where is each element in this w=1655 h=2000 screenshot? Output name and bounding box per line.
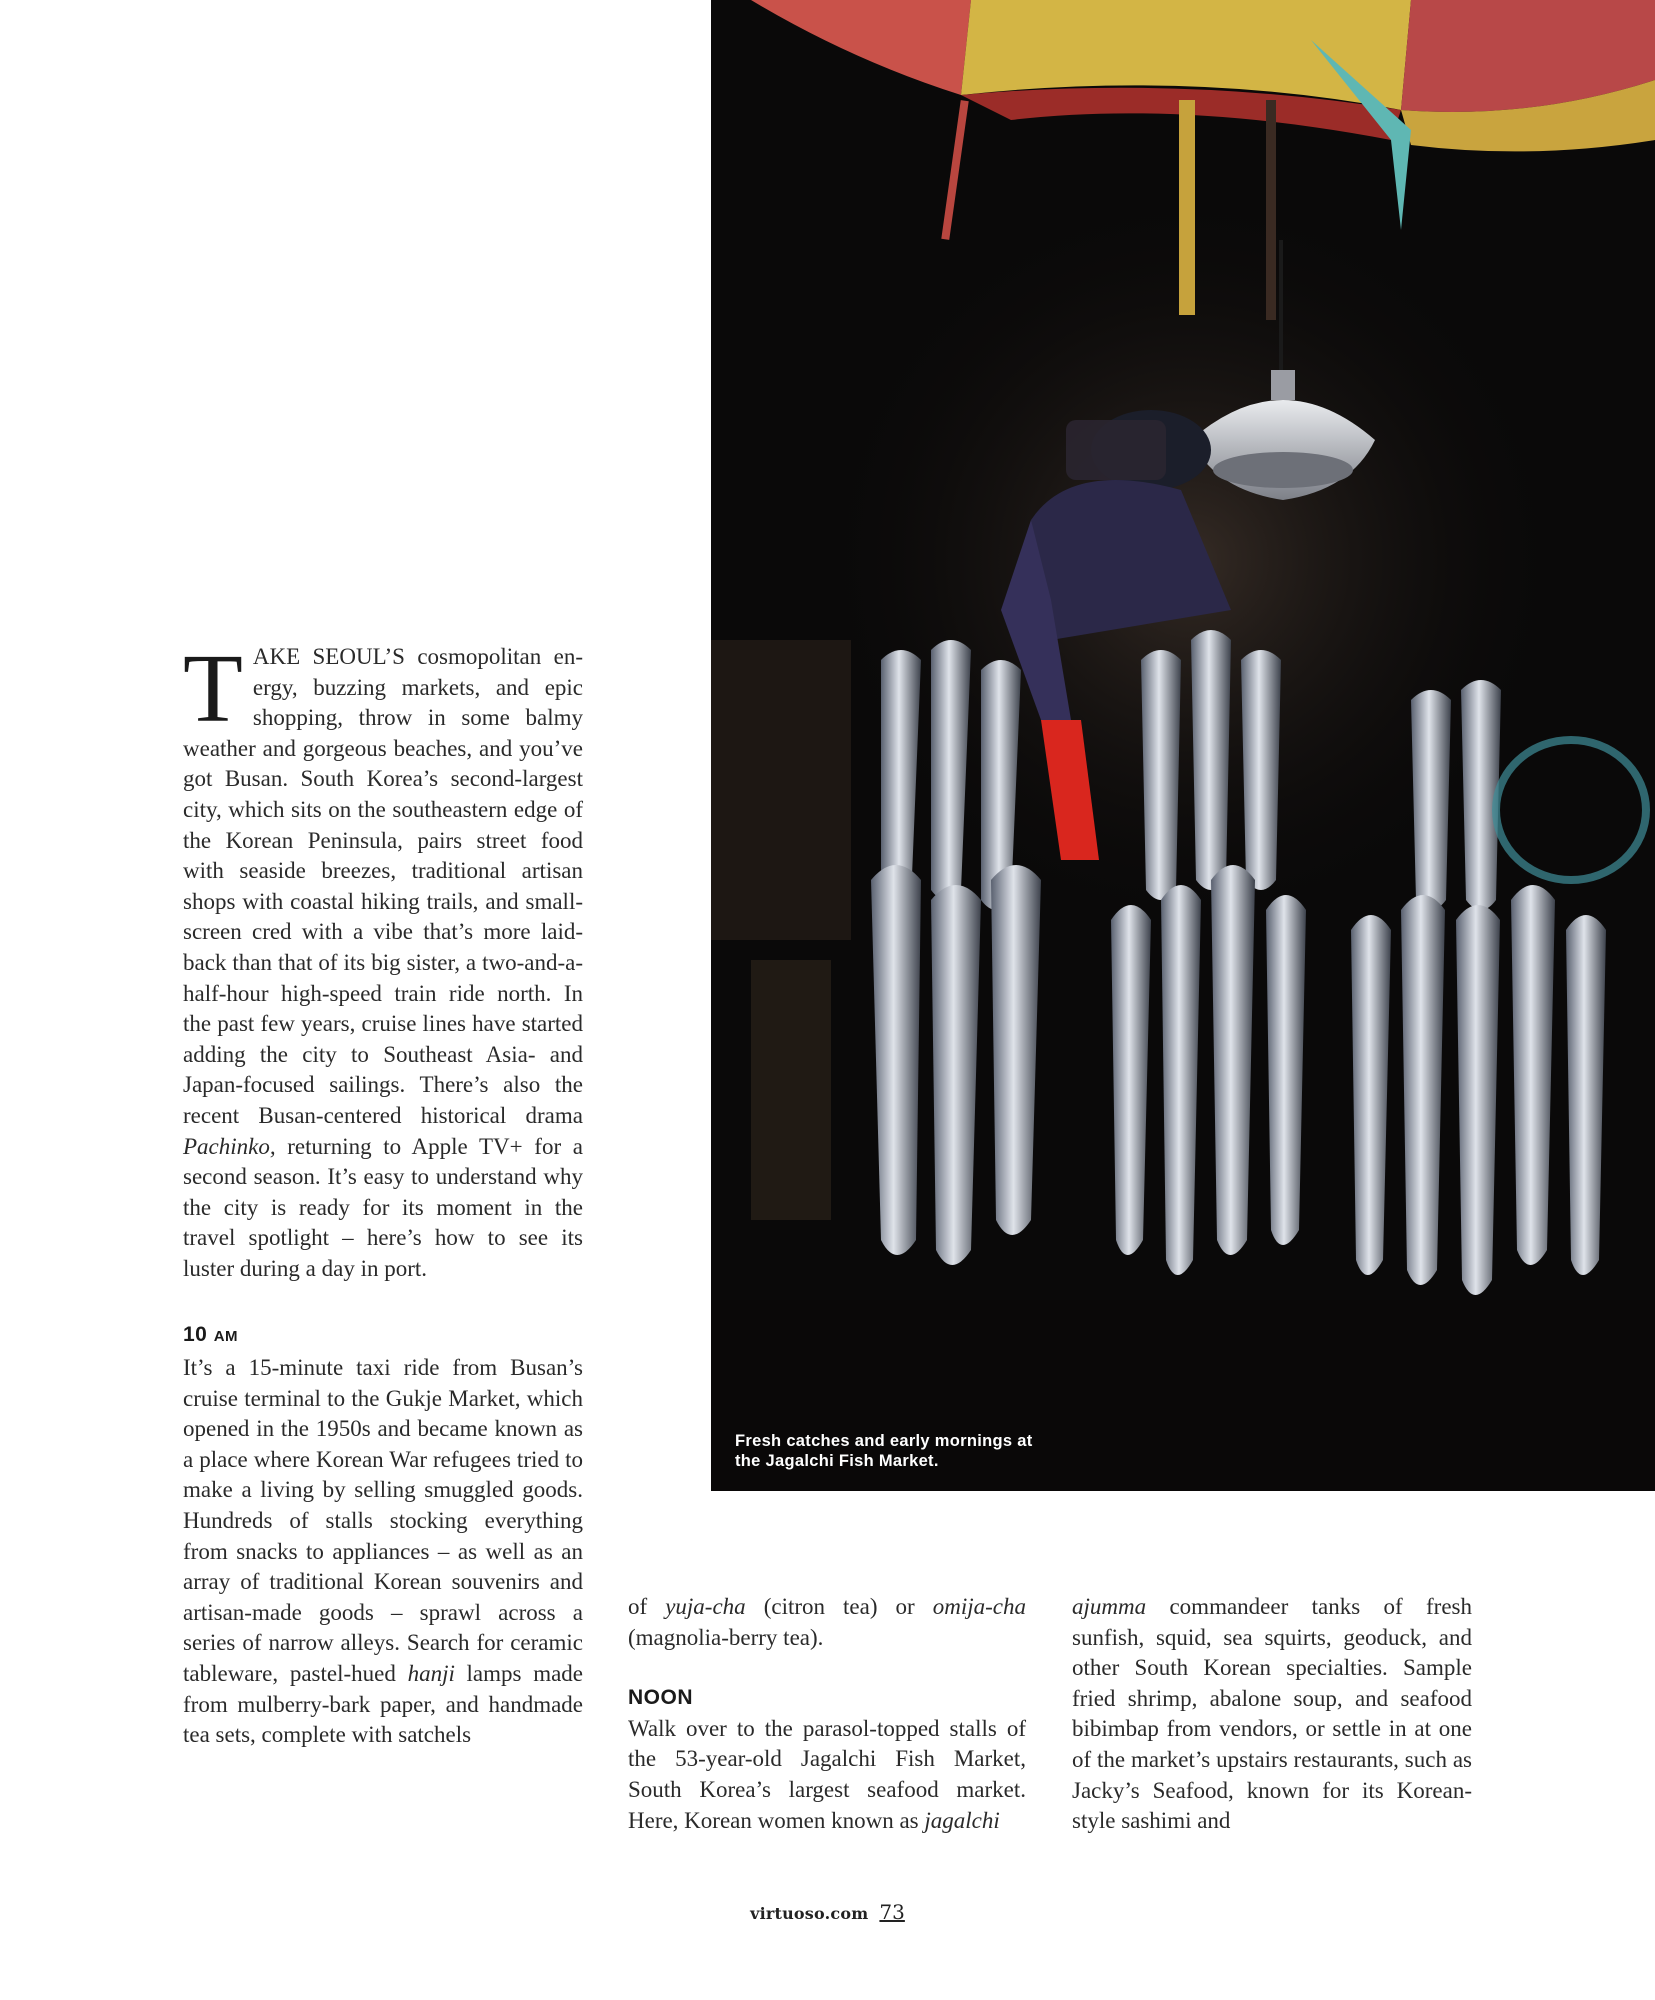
jagalchi-term: jagalchi — [924, 1807, 1000, 1833]
yuja-cha-term: yuja-cha — [665, 1594, 746, 1619]
page-footer — [0, 1900, 1655, 1924]
paragraph-10am: It’s a 15-minute taxi ride from Busan’s cruise terminal to the Gukje Market, which opened in the 1950s and became known as a place where Korean War refugees tried to make a living by selling smuggled goods. Hundreds of stalls stocking everything from snacks to appliances – as well as an array of traditional Korean souvenirs and artisan-made goods – sprawl across a series of narrow alleys. Search for ceramic tableware, pastel-hued hanji lamps made from mulberry-bark paper, and handmade tea sets, complete with satchels — [183, 1355, 583, 1748]
paragraph-10am-continued: of yuja-cha (citron tea) or omija-cha (magnolia-berry tea). — [628, 1594, 1026, 1650]
heading-noon: NOON — [628, 1686, 693, 1710]
intro-text: AKE SEOUL’S cosmopolitan energy, buzzing markets, and epic shopping, throw in some balmy weather and gorgeous beaches, and you’ve got Busan. South Korea’s second-largest city, which sits on the southeastern edge of the Korean Peninsula, pairs street food with seaside breezes, traditional artisan shops with coastal hiking trails, and small-screen cred with a vibe that’s more laid-back than that of its big sister, a two-and-a-half-hour high-speed train ride north. In the past few years, cruise lines have started adding the city to Southeast Asia- and Japan-focused sailings. There’s also the recent Busan-centered historical drama — [183, 644, 583, 1128]
ajumma-term: ajumma — [1072, 1594, 1147, 1619]
photo-caption: Fresh catches and early mornings at the Jagalchi Fish Market. — [735, 1432, 1033, 1470]
right-column — [1072, 1592, 1472, 1837]
fish-market-photo — [711, 0, 1655, 1491]
paragraph-noon-continued: ajumma commandeer tanks of fresh sunfish, squid, sea squirts, geoduck, and other South Korean specialties. Sample fried shrimp, abalone soup, and seafood bibimbap from vendors, or settle in at one of the market’s upstairs restaurants, such as Jacky’s Seafood, known for its Korean-style sashimi and — [1072, 1594, 1472, 1834]
fish-market-illustration — [711, 0, 1655, 1491]
hanji-term: hanji — [407, 1661, 455, 1686]
heading-10am: 10 AM — [183, 1323, 239, 1347]
pachinko-title: Pachinko, — [183, 1133, 276, 1159]
middle-column — [628, 1592, 1026, 1836]
page-number: 73 — [879, 1900, 905, 1924]
omija-cha-term: omija-cha — [932, 1594, 1026, 1619]
intro-paragraph — [183, 635, 583, 1284]
footer-site: virtuoso.com — [750, 1904, 869, 1923]
drop-cap: T — [183, 635, 243, 743]
paragraph-noon: Walk over to the parasol-topped stalls of the 53-year-old Jagalchi Fish Market, South Korea’s largest seafood market. Here, Korean women known as jagalchi — [628, 1715, 1026, 1833]
intro-text-end: returning to Apple TV+ for a second season. It’s easy to understand why the city is ready for its moment in the travel spotlight – here’s how to see its luster during a day in port. — [183, 1133, 583, 1281]
intro-column — [183, 635, 583, 1751]
